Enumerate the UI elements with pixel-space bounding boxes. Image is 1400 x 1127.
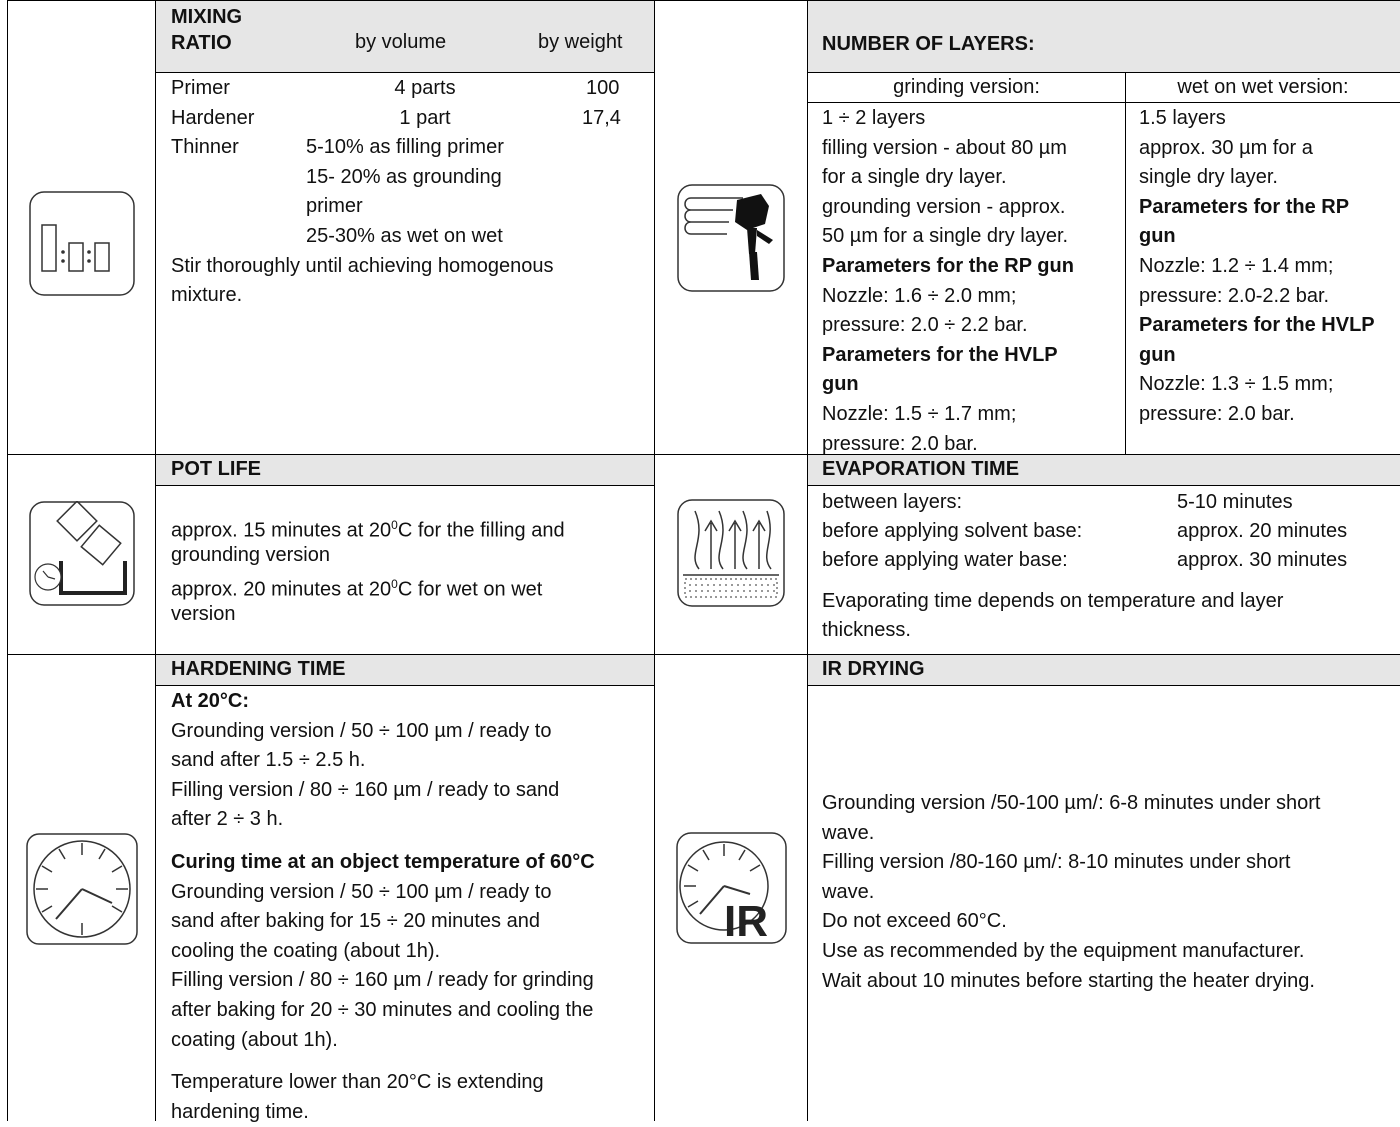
text-line: 1.5 layers <box>1139 107 1226 129</box>
text-line: gun <box>1139 225 1176 248</box>
mixing-col-weight: by weight <box>538 31 623 53</box>
ir-drying-icon <box>676 832 787 944</box>
thinner-line: 5-10% as filling primer <box>306 136 504 158</box>
text-line: Parameters for the HVLP <box>822 343 1058 366</box>
text-line: Do not exceed 60°C. <box>822 910 1007 933</box>
mixing-title-line2: RATIO <box>171 32 232 54</box>
text-line: sand after 1.5 ÷ 2.5 h. <box>171 749 366 772</box>
text-line: Nozzle: 1.3 ÷ 1.5 mm; <box>1139 373 1334 396</box>
evap-row-label: before applying solvent base: <box>822 520 1083 542</box>
pot-life-icon <box>29 501 135 606</box>
mixing-row-weight: 100 <box>586 77 620 99</box>
text-line: Use as recommended by the equipment manufacturer. <box>822 940 1305 962</box>
mixing-col-volume: by volume <box>355 31 447 53</box>
mixing-row-volume: 4 parts <box>394 77 456 99</box>
text-line: for a single dry layer. <box>822 166 1007 189</box>
grid-line <box>807 0 808 1121</box>
text-line: Nozzle: 1.2 ÷ 1.4 mm; <box>1139 255 1334 277</box>
mixing-row-volume: 1 part <box>399 107 451 129</box>
text-line: Filling version / 80 ÷ 160 µm / ready to sand <box>171 778 560 801</box>
text-line: wave. <box>822 880 875 903</box>
grid-line <box>808 685 1400 686</box>
mixing-row-weight: 17,4 <box>582 107 621 129</box>
potlife-text: C for wet on wet <box>397 578 543 601</box>
text-line: At 20°C: <box>171 690 250 712</box>
layers-col-wet: wet on wet version: <box>1177 76 1349 98</box>
grid-line <box>7 0 1400 1</box>
mixing-note: Stir thoroughly until achieving homogenous <box>171 255 554 277</box>
potlife-text: approx. 15 minutes at 20 <box>171 519 392 542</box>
text-line: Grounding version / 50 ÷ 100 µm / ready to <box>171 719 552 742</box>
text-line: Parameters for the RP <box>1139 195 1350 218</box>
mixing-title-line1: MIXING <box>171 6 243 28</box>
potlife-line: grounding version <box>171 544 330 566</box>
text-line: 50 µm for a single dry layer. <box>822 225 1069 248</box>
grid-line <box>808 485 1400 486</box>
evap-row-value: approx. 30 minutes <box>1177 549 1348 571</box>
grid-line <box>654 0 655 1121</box>
text-line: Nozzle: 1.6 ÷ 2.0 mm; <box>822 284 1017 307</box>
mixing-note: mixture. <box>171 284 243 306</box>
text-line: pressure: 2.0-2.2 bar. <box>1139 284 1330 307</box>
grid-line <box>155 0 156 1121</box>
ir-icon-label: IR <box>724 897 768 944</box>
layers-col-grinding: grinding version: <box>893 76 1040 98</box>
grid-line <box>1125 72 1126 455</box>
potlife-text: approx. 20 minutes at 20 <box>171 578 392 601</box>
evap-row-label: between layers: <box>822 491 963 513</box>
grid-line <box>156 72 654 73</box>
text-line: cooling the coating (about 1h). <box>171 939 441 962</box>
thinner-line: primer <box>306 195 363 217</box>
text-line: single dry layer. <box>1139 166 1278 189</box>
text-line: Filling version / 80 ÷ 160 µm / ready for grinding <box>171 969 594 992</box>
text-line: Wait about 10 minutes before starting the heater drying. <box>822 969 1315 992</box>
text-line: 1 ÷ 2 layers <box>822 107 926 129</box>
mixing-ratio-icon <box>29 191 135 296</box>
text-line: coating (about 1h). <box>171 1028 338 1051</box>
evaporation-title: EVAPORATION TIME <box>822 458 1020 480</box>
degree-superscript: 0 <box>391 518 398 532</box>
mixing-row-label: Hardener <box>171 107 255 129</box>
clock-icon <box>26 833 138 945</box>
text-line: grounding version - approx. <box>822 195 1066 218</box>
evaporation-icon <box>677 499 785 607</box>
text-line: Grounding version / 50 ÷ 100 µm / ready to <box>171 880 552 903</box>
thinner-line: 15- 20% as grounding <box>306 166 502 188</box>
text-line: Parameters for the HVLP <box>1139 314 1375 337</box>
evap-note: Evaporating time depends on temperature and layer <box>822 590 1284 612</box>
text-line: wave. <box>822 821 875 844</box>
potlife-title: POT LIFE <box>171 458 261 480</box>
potlife-line: version <box>171 603 236 625</box>
evap-row-label: before applying water base: <box>822 549 1068 571</box>
evap-row-value: 5-10 minutes <box>1177 491 1293 513</box>
thinner-label: Thinner <box>171 136 239 158</box>
thinner-line: 25-30% as wet on wet <box>306 225 503 247</box>
text-line: Parameters for the RP gun <box>822 255 1074 277</box>
text-line: pressure: 2.0 ÷ 2.2 bar. <box>822 314 1028 337</box>
evap-row-value: approx. 20 minutes <box>1177 520 1348 542</box>
grid-line <box>7 0 8 1121</box>
text-line: after 2 ÷ 3 h. <box>171 808 284 831</box>
mixing-title <box>171 4 242 56</box>
text-line: Grounding version /50-100 µm/: 6-8 minutes under short <box>822 792 1321 814</box>
text-line: hardening time. <box>171 1100 309 1123</box>
text-line: approx. 30 µm for a <box>1139 136 1313 159</box>
grid-line <box>156 685 654 686</box>
text-line: pressure: 2.0 bar. <box>1139 403 1295 425</box>
layers-title: NUMBER OF LAYERS: <box>822 33 1035 55</box>
text-line: Temperature lower than 20°C is extending <box>171 1071 544 1093</box>
text-line: sand after baking for 15 ÷ 20 minutes and <box>171 910 540 933</box>
text-line: gun <box>822 373 859 396</box>
text-line: gun <box>1139 343 1176 366</box>
hardening-title: HARDENING TIME <box>171 658 346 680</box>
grid-line <box>156 485 654 486</box>
text-line: Nozzle: 1.5 ÷ 1.7 mm; <box>822 403 1017 425</box>
text-line: Filling version /80-160 µm/: 8-10 minutes under short <box>822 851 1291 874</box>
text-line: after baking for 20 ÷ 30 minutes and cooling the <box>171 999 594 1021</box>
ir-title: IR DRYING <box>822 658 925 680</box>
text-line: Curing time at an object temperature of 60°C <box>171 851 595 873</box>
text-line: filling version - about 80 µm <box>822 136 1067 159</box>
spray-gun-icon <box>677 184 785 292</box>
evap-note: thickness. <box>822 619 911 641</box>
mixing-row-label: Primer <box>171 77 230 99</box>
potlife-text: C for the filling and <box>397 519 565 542</box>
text-line: pressure: 2.0 bar. <box>822 432 978 455</box>
degree-superscript: 0 <box>391 577 398 591</box>
